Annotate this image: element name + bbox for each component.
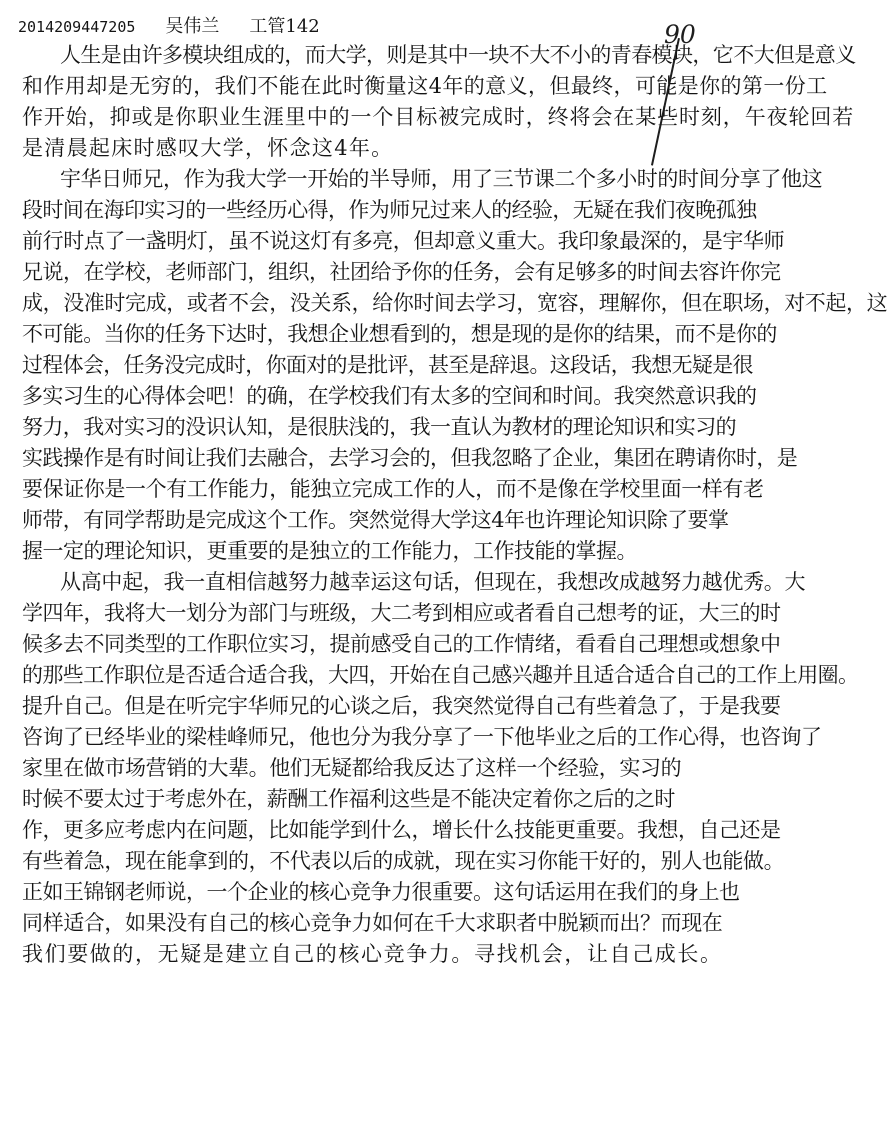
essay-header [18, 12, 320, 38]
essay-line: 正如王锦钢老师说，一个企业的核心竞争力很重要。这句话运用在我们的身上也 [22, 880, 740, 904]
essay-line: 候多去不同类型的工作职位实习，提前感受自己的工作情绪，看看自己理想或想象中 [22, 632, 781, 656]
essay-line: 作，更多应考虑内在问题，比如能学到什么，增长什么技能更重要。我想，自己还是 [22, 818, 781, 842]
essay-line: 段时间在海印实习的一些经历心得，作为师兄过来人的经验，无疑在我们夜晚孤独 [22, 198, 757, 222]
essay-line: 我们要做的，无疑是建立自己的核心竞争力。寻找机会，让自己成长。 [22, 942, 723, 966]
student-id: 2014209447205 [18, 18, 136, 36]
essay-line: 从高中起，我一直相信越努力越幸运这句话，但现在，我想改成越努力越优秀。大 [60, 570, 806, 594]
essay-line: 多实习生的心得体会吧！的确，在学校我们有太多的空间和时间。我突然意识我的 [22, 384, 757, 408]
student-name: 吴伟兰 [165, 16, 220, 37]
essay-line: 提升自己。但是在听完宇华师兄的心谈之后，我突然觉得自己有些着急了，于是我要 [22, 694, 781, 718]
essay-line: 宇华日师兄，作为我大学一开始的半导师，用了三节课二个多小时的时间分享了他这 [60, 167, 823, 191]
essay-line: 家里在做市场营销的大辈。他们无疑都给我反达了这样一个经验，实习的 [22, 756, 682, 780]
essay-line: 作开始，抑或是你职业生涯里中的一个目标被完成时，终将会在某些时刻，午夜轮回若 [22, 105, 855, 129]
essay-line: 学四年，我将大一划分为部门与班级，大二考到相应或者看自己想考的证，大三的时 [22, 601, 781, 625]
essay-line: 人生是由许多模块组成的，而大学，则是其中一块不大不小的青春模块，它不大但是意义 [60, 43, 856, 67]
essay-line: 师带，有同学帮助是完成这个工作。突然觉得大学这4年也许理论知识除了要掌 [22, 508, 729, 532]
grade-mark: 90 [664, 20, 696, 49]
essay-line: 的那些工作职位是否适合适合我，大四，开始在自己感兴趣并且适合适合自己的工作上用圈。 [22, 663, 859, 687]
essay-line: 实践操作是有时间让我们去融合，去学习会的，但我忽略了企业，集团在聘请你时，是 [22, 446, 798, 470]
essay-line: 握一定的理论知识，更重要的是独立的工作能力，工作技能的掌握。 [22, 539, 637, 563]
student-class: 工管142 [249, 16, 320, 37]
essay-line: 前行时点了一盏明灯，虽不说这灯有多亮，但却意义重大。我印象最深的，是宇华师 [22, 229, 785, 253]
essay-line: 是清晨起床时感叹大学，怀念这4年。 [22, 136, 394, 160]
essay-line: 要保证你是一个有工作能力，能独立完成工作的人，而不是像在学校里面一样有老 [22, 477, 764, 501]
essay-line: 成，没准时完成，或者不会，没关系，给你时间去学习，宽容，理解你，但在职场，对不起，这 [22, 291, 887, 315]
essay-line: 同样适合，如果没有自己的核心竞争力如何在千大求职者中脱颖而出？而现在 [22, 911, 723, 935]
essay-line: 兄说，在学校，老师部门，组织，社团给予你的任务，会有足够多的时间去容许你完 [22, 260, 781, 284]
essay-line: 时候不要太过于考虑外在，薪酬工作福利这些是不能决定着你之后的之时 [22, 787, 675, 811]
essay-line: 过程体会，任务没完成时，你面对的是批评，甚至是辞退。这段话，我想无疑是很 [22, 353, 753, 377]
essay-body [22, 40, 887, 970]
essay-line: 和作用却是无穷的，我们不能在此时衡量这4年的意义，但最终，可能是你的第一份工 [22, 74, 828, 98]
essay-line: 咨询了已经毕业的梁桂峰师兄，他也分为我分享了一下他毕业之后的工作心得，也咨询了 [22, 725, 822, 749]
essay-line: 有些着急，现在能拿到的，不代表以后的成就，现在实习你能干好的，别人也能做。 [22, 849, 785, 873]
essay-line: 努力，我对实习的没识认知，是很肤浅的，我一直认为教材的理论知识和实习的 [22, 415, 736, 439]
essay-line: 不可能。当你的任务下达时，我想企业想看到的，想是现的是你的结果，而不是你的 [22, 322, 777, 346]
